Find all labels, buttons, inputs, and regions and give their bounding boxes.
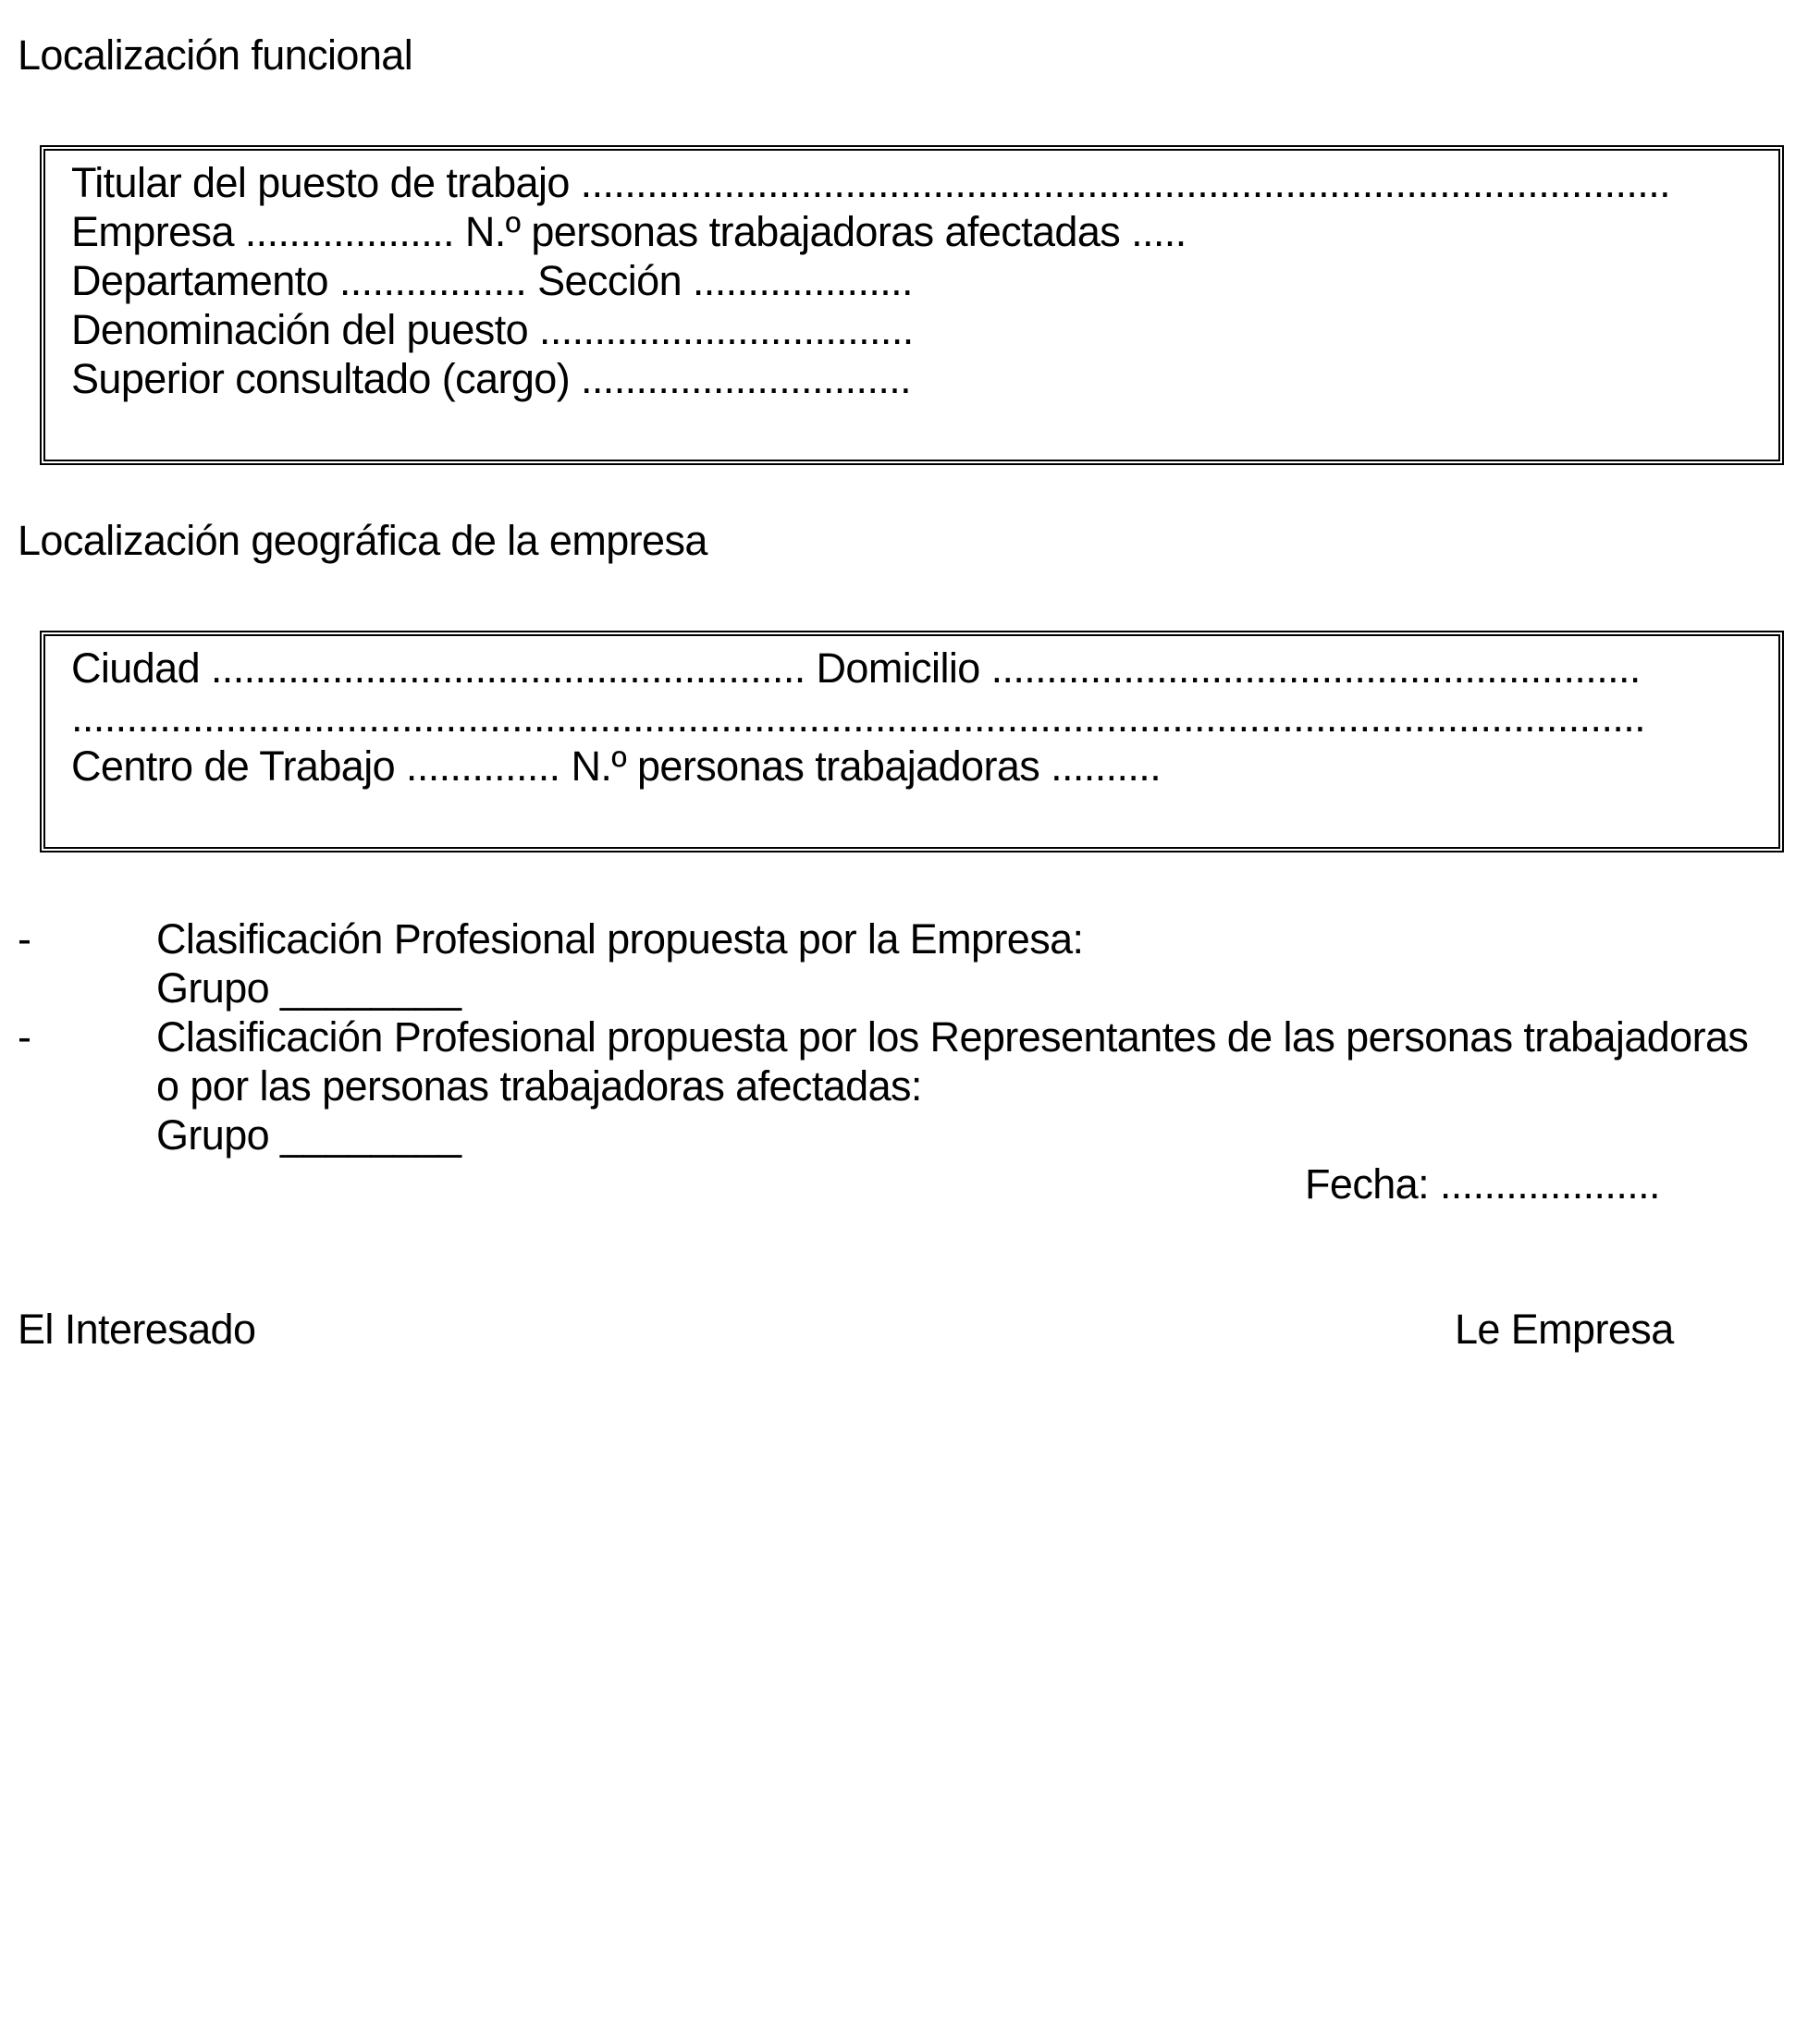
geographic-location-heading: Localización geográfica de la empresa (18, 517, 707, 564)
geographic-location-box (40, 631, 1784, 853)
field-job-holder: Titular del puesto de trabajo ................................................................................................... (71, 159, 1671, 206)
signature-company: Le Empresa (1455, 1306, 1674, 1353)
field-superior-consulted: Superior consultado (cargo) .............................. (71, 355, 912, 402)
list-dash-company: - (18, 915, 31, 963)
workers-classification-label-continued: o por las personas trabajadoras afectadas: (156, 1062, 922, 1110)
list-dash-workers: - (18, 1013, 31, 1061)
signature-interested-party: El Interesado (18, 1306, 256, 1353)
field-city-address: Ciudad ...................................................... Domicilio ........................................................... (71, 644, 1641, 692)
workers-classification-group: Grupo ________ (156, 1111, 461, 1159)
date-field: Fecha: .................... (1305, 1160, 1660, 1208)
field-department-section: Departamento ................. Sección .................... (71, 257, 913, 304)
field-job-title: Denominación del puesto .................................. (71, 306, 914, 353)
field-company-affected-workers: Empresa ................... N.º personas trabajadoras afectadas ..... (71, 208, 1187, 255)
workers-classification-label: Clasificación Profesional propuesta por los Representantes de las personas trabajadoras (156, 1013, 1749, 1061)
field-workplace-workers: Centro de Trabajo .............. N.º personas trabajadoras .......... (71, 742, 1162, 790)
functional-location-box (40, 145, 1784, 465)
company-classification-label: Clasificación Profesional propuesta por la Empresa: (156, 915, 1084, 963)
field-address-continuation: ............................................................................................................................................... (71, 693, 1646, 741)
company-classification-group: Grupo ________ (156, 964, 461, 1012)
functional-location-heading: Localización funcional (18, 31, 413, 79)
